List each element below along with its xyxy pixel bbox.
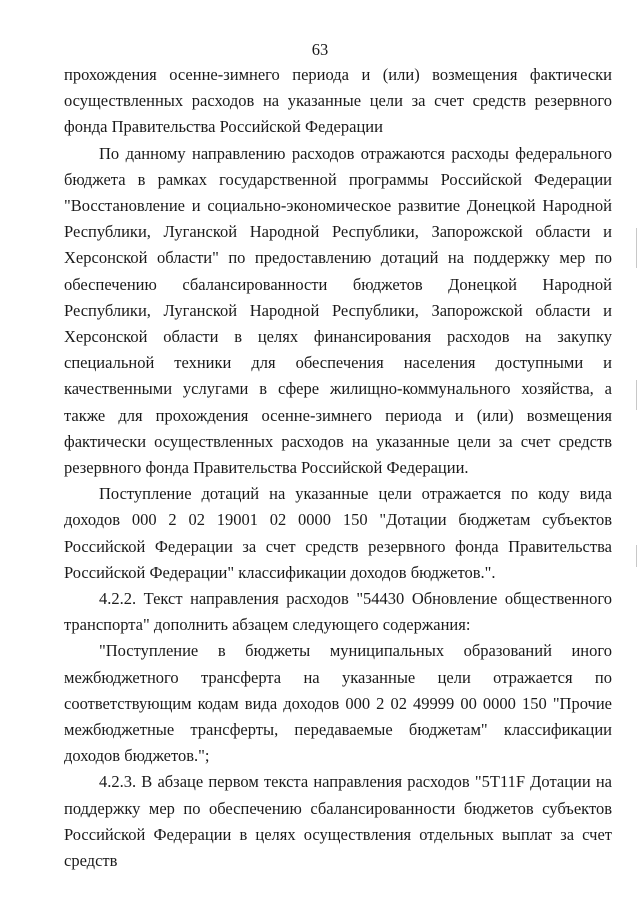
paragraph-grant-receipt: Поступление дотаций на указанные цели отражается по коду вида доходов 000 2 02 19001 02 0000 150 "Дотации бюджетам субъектов Российской Федерации за счет средств резервного фонда Правительства Российской Федерации" классификации доходов бюджетов.". xyxy=(64,484,612,582)
scan-edge-mark xyxy=(636,380,637,410)
page-number: 63 xyxy=(311,40,329,59)
paragraph-expense-description: По данному направлению расходов отражаются расходы федерального бюджета в рамках государственной программы Российской Федерации "Восстановление и социально-экономическое развитие Донецкой Народной Республики, Луганской Народной Республики, Запорожской области и Херсонской области" по предоставлению дотаций на поддержку мер по обеспечению сбалансированности бюджетов Донецкой Народной Республики, Луганской Народной Республики, Запорожской области и Херсонской области в целях финансирования расходов на закупку специальной техники для обеспечения населения доступными и качественными услугами в сфере жилищно-коммунального хозяйства, а также для прохождения осенне-зимнего периода и (или) возмещения фактически осуществленных расходов на указанные цели за счет средств резервного фонда Правительства Российской Федерации. xyxy=(64,143,612,478)
paragraph-section-4-2-3: 4.2.3. В абзаце первом текста направления расходов "5Т11F Дотации на поддержку мер по обеспечению сбалансированности бюджетов субъектов Российской Федерации в целях осуществления отдельных выплат за счет средств xyxy=(64,772,612,871)
scan-edge-mark xyxy=(636,228,637,268)
document-body xyxy=(64,62,612,874)
paragraph-quoted-addition: "Поступление в бюджеты муниципальных образований иного межбюджетного трансферта на указанные цели отражается по соответствующим кодам вида доходов 000 2 02 49999 00 0000 150 "Прочие межбюджетные трансферты, передаваемые бюджетам" классификации доходов бюджетов."; xyxy=(64,641,612,766)
scan-edge-mark xyxy=(636,545,637,567)
paragraph-section-4-2-2: 4.2.2. Текст направления расходов "54430 Обновление общественного транспорта" дополнить абзацем следующего содержания: xyxy=(64,589,612,635)
paragraph-continuation: прохождения осенне-зимнего периода и (или) возмещения фактически осуществленных расходов на указанные цели за счет средств резервного фонда Правительства Российской Федерации xyxy=(64,65,612,137)
